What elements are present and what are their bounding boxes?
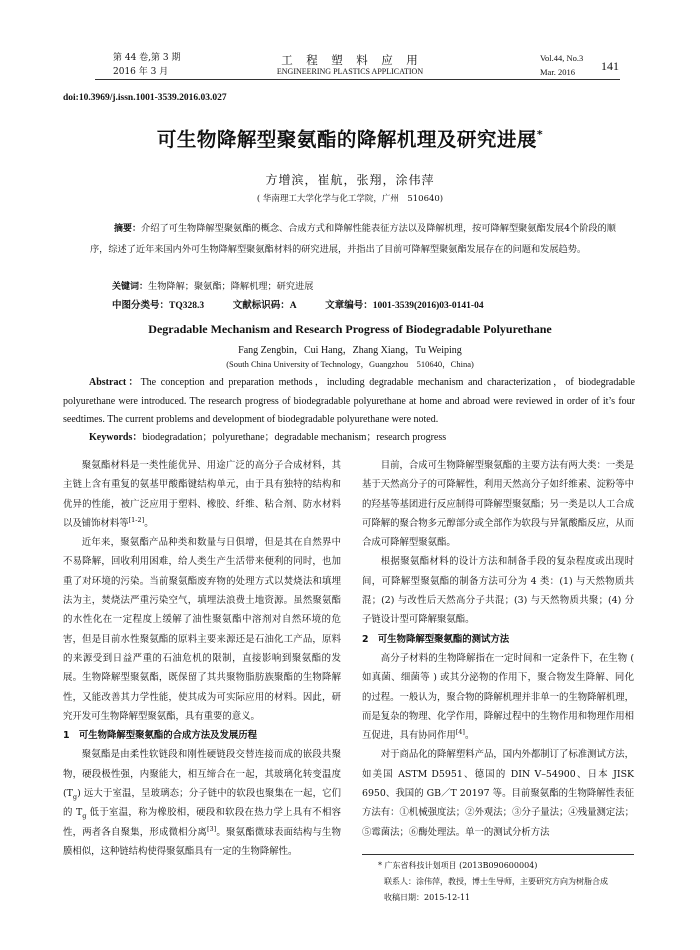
keywords-en-label: Keywords： (89, 432, 143, 443)
abstract-en (63, 374, 635, 430)
section-1-heading: 1 可生物降解型聚氨酯的合成方法及发展历程 (63, 730, 258, 742)
header-rule (95, 79, 620, 80)
left-para-3 (63, 745, 341, 861)
clc-label: 中图分类号： (112, 300, 170, 311)
tg-subscript: g (72, 792, 78, 801)
abstract-en-text: The conception and preparation methods，including degradable mechanism and characterization，of biodegradable polyurethane were introduced. The research progress of biodegradable polyurethane at home and abroad were reviewed in order of it’s four seedtimes. The current problems and development of biodegradable polyurethane were noted. (63, 377, 635, 425)
citation: [3] (206, 824, 217, 833)
footnote-contact: 联系人：涂伟萍，教授，博士生导师，主要研究方向为树脂合成 (384, 877, 608, 886)
authors-en: Fang Zengbin，Cui Hang，Zhang Xiang，Tu Weiping (238, 345, 462, 356)
left-para-3-b: ) 远大于室温，呈玻璃态；分子链中的软段也聚集在一起，它们的 T (63, 788, 341, 819)
left-column (63, 456, 341, 861)
header-date-cn: 2016 年 3 月 (113, 67, 169, 77)
keywords-cn-text: 生物降解；聚氨酯；降解机理；研究进展 (148, 281, 314, 292)
doc-code-value: A (289, 301, 297, 311)
left-para-1-text: 聚氨酯材料是一类性能优异、用途广泛的高分子合成材料，其主链上含有重复的氨基甲酸酯键结构单元，由于具有独特的结构和优异的性能，被广泛应用于塑料、橡胶、纤维、粘合剂、防水材料以及铺饰材料等 (63, 460, 341, 529)
left-para-1 (63, 456, 341, 533)
affiliation-cn: ( 华南理工大学化学与化工学院，广州 510640) (256, 194, 444, 204)
tg-subscript: g (82, 812, 87, 821)
doc-code-label: 文献标识码： (232, 300, 290, 311)
keywords-en (89, 429, 629, 448)
left-para-1-end: 。 (144, 517, 154, 529)
abstract-en-label: Abstract： (89, 377, 141, 388)
header-date-en: Mar. 2016 (540, 67, 575, 77)
section-2-heading: 2 可生物降解型聚氨酯的测试方法 (362, 633, 510, 645)
abstract-cn (90, 219, 616, 259)
left-para-3-a: 聚氨酯是由柔性软链段和刚性硬链段交替连接而成的嵌段共聚物，硬段极性强，内聚能大，相互缔合在一起，其玻璃化转变温度 (T (63, 749, 341, 800)
right-para-3-end: 。 (464, 730, 475, 742)
title-en: Degradable Mechanism and Research Progress of Biodegradable Polyurethane (148, 322, 552, 336)
right-para-1: 目前，合成可生物降解型聚氨酯的主要方法有两大类：一类是基于天然高分子的可降解性，利用天然高分子如纤维素、淀粉等中的羟基等基团进行反应制得可降解型聚氨酯；另一类是以人工合成可降解的聚合物多元醇部分或全部作为软段与异氰酸酯反应，从而合成可降解型聚氨酯。 (362, 460, 634, 549)
right-para-2: 根据聚氨酯材料的设计方法和制备手段的复杂程度或出现时间，可降解型聚氨酯的制备方法可分为 4 类：(1) 与天然物质共混；(2) 与改性后天然高分子共混；(3) 与天然物质共聚；(4) 分子链设计型可降解聚氨酯。 (362, 556, 634, 626)
article-no-value: 1001-3539(2016)03-0141-04 (372, 301, 484, 311)
citation: [1-2] (128, 515, 145, 524)
citation: [4] (455, 728, 465, 737)
footnote-fund: * 广东省科技计划项目 (2013B090600004) (378, 861, 538, 870)
page-title (60, 124, 640, 152)
footnote-received: 收稿日期：2015-12-11 (384, 893, 471, 902)
doi: doi:10.3969/j.issn.1001-3539.2016.03.027 (63, 93, 227, 103)
page-number: 141 (601, 59, 619, 73)
right-column (362, 456, 634, 842)
header-journal-cn: 工 程 塑 料 应 用 (281, 53, 419, 67)
header-volume-cn: 第 44 卷,第 3 期 (113, 53, 181, 63)
left-para-2: 近年来，聚氨酯产品种类和数量与日俱增，但是其在自然界中不易降解，回收利用困难，给人类生产生活带来便利的同时，也加重了对环境的污染。当前聚氨酯废弃物的处理方式以焚烧法和填埋法为主，焚烧法严重污染空气，填埋法浪费土地资源。虽然聚氨酯的水性化在一定程度上缓解了油性聚氨酯中溶剂对自然环境的危害，但是目前水性聚氨酯的原料主要来源还是石油化工产品，原料的来源受到日益严重的石油危机的限制，直接影响到聚氨酯的发展。生物降解型聚氨酯，既保留了其共聚物脂肪族聚酯的生物降解性，又能改善其力学性能，使其成为可实际应用的材料。因此，研究开发可生物降解型聚氨酯，具有重要的意义。 (63, 537, 341, 722)
classification-line (112, 296, 612, 316)
keywords-cn (112, 277, 612, 298)
title-footnote-mark: * (536, 128, 544, 141)
keywords-cn-label: 关键词： (112, 282, 149, 292)
affiliation-en: (South China University of Technology，Guangzhou 510640，China) (226, 359, 474, 369)
header-journal-en: ENGINEERING PLASTICS APPLICATION (276, 67, 424, 76)
keywords-en-text: biodegradation；polyurethane；degradable mechanism；research progress (142, 432, 447, 443)
abstract-cn-text: 介绍了可生物降解型聚氨酯的概念、合成方式和降解性能表征方法以及降解机理，按可降解型聚氨酯发展4个阶段的顺序，综述了近年来国内外可生物降解型聚氨酯材料的研究进展，并指出了目前可降解型聚氨酯发展存在的问题和发展趋势。 (90, 223, 616, 255)
article-no-label: 文章编号： (325, 300, 373, 311)
footnote (378, 858, 638, 906)
title-cn: 可生物降解型聚氨酯的降解机理及研究进展 (156, 128, 537, 151)
footnote-rule (362, 854, 634, 855)
header-volume-en: Vol.44, No.3 (540, 53, 584, 63)
left-para-3-c: 低于室温，称为橡胶相，硬段和软段在热力学上具有不相容性，两者各自聚集，形成微相分离 (63, 807, 342, 838)
right-para-3-text: 高分子材料的生物降解指在一定时间和一定条件下，在生物 ( 如真菌、细菌等 ) 或其分泌物的作用下，聚合物发生降解、同化的过程。一般认为，聚合物的降解机理并非单一的生物降解机理，而是复杂的物理、化学作用，降解过程中的生物作用和物理作用相互促进，具有协同作用 (362, 652, 634, 742)
abstract-cn-label: 摘要： (114, 224, 142, 234)
left-para-3-d: 。聚氨酯微球表面结构与生物膜相似，这种链结构使得聚氨酯具有一定的生物降解性。 (63, 826, 341, 857)
right-para-4: 对于商品化的降解塑料产品，国内外都制订了标准测试方法，如美国 ASTM D5951、德国的 DIN V–54900、日本 JISK 6950、我国的 GB／T 20197 等。目前聚氨酯的生物降解性表征方法有：①机械强度法；②外观法；③分子量法；④残量测定法；⑤霉菌法；⑥酶处理法。单一的测试分析方法 (362, 749, 634, 838)
right-para-3 (362, 649, 634, 745)
clc-value: TQ328.3 (169, 301, 205, 311)
authors-cn: 方增滨，崔航，张翔，涂伟萍 (265, 173, 435, 187)
